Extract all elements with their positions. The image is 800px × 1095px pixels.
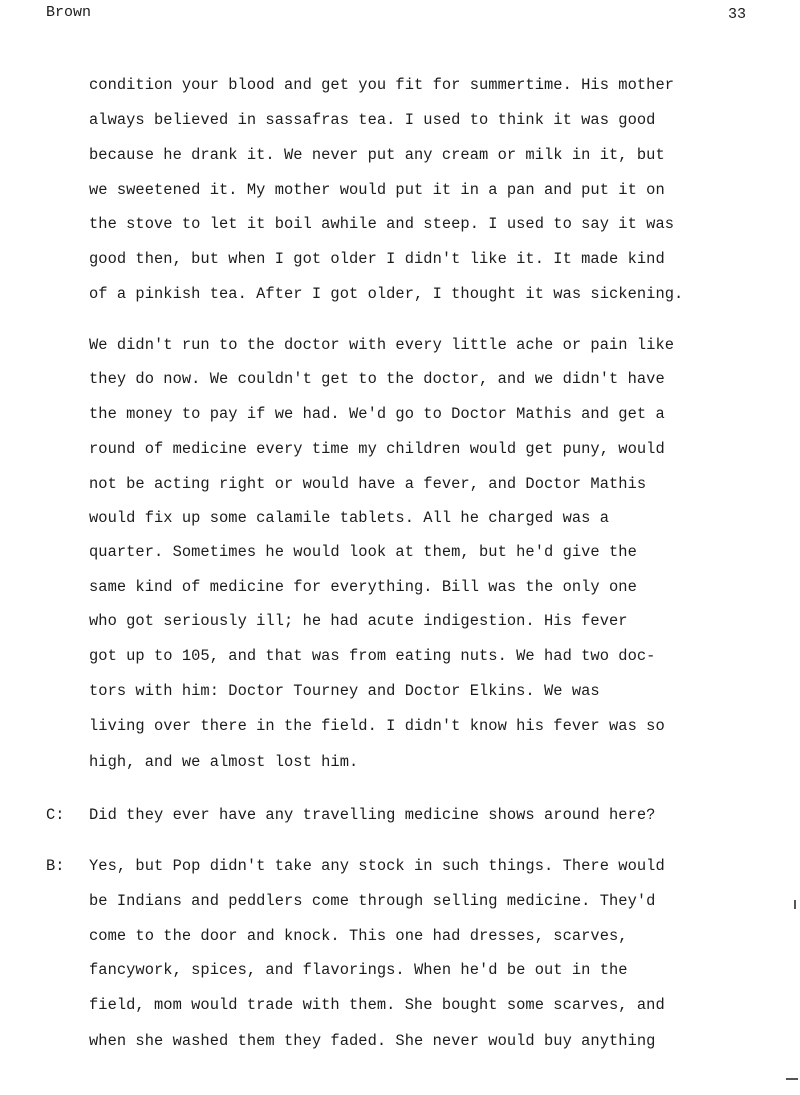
text-line: tors with him: Doctor Tourney and Doctor Elkins. We was <box>89 682 600 700</box>
text-line: Yes, but Pop didn't take any stock in such things. There would <box>89 857 665 875</box>
text-line: field, mom would trade with them. She bought some scarves, and <box>89 996 665 1014</box>
text-line: would fix up some calamile tablets. All he charged was a <box>89 509 610 527</box>
header-name: Brown <box>46 4 92 21</box>
text-line: when she washed them they faded. She never would buy anything <box>89 1032 656 1050</box>
speaker-label: C: <box>46 806 65 824</box>
text-line: We didn't run to the doctor with every little ache or pain like <box>89 336 675 354</box>
text-line: living over there in the field. I didn't know his fever was so <box>89 717 665 735</box>
text-line: come to the door and knock. This one had dresses, scarves, <box>89 927 628 945</box>
text-line: same kind of medicine for everything. Bill was the only one <box>89 578 637 596</box>
scan-mark <box>794 900 796 909</box>
scan-mark <box>786 1078 798 1080</box>
page-number: 33 <box>728 6 747 23</box>
text-line: always believed in sassafras tea. I used to think it was good <box>89 111 656 129</box>
text-line: they do now. We couldn't get to the doctor, and we didn't have <box>89 370 665 388</box>
speaker-label: B: <box>46 857 65 875</box>
text-line: of a pinkish tea. After I got older, I thought it was sickening. <box>89 285 684 303</box>
text-line: condition your blood and get you fit for summertime. His mother <box>89 76 675 94</box>
text-line: Did they ever have any travelling medicine shows around here? <box>89 806 656 824</box>
text-line: good then, but when I got older I didn't like it. It made kind <box>89 250 665 268</box>
text-line: we sweetened it. My mother would put it in a pan and put it on <box>89 181 665 199</box>
text-line: who got seriously ill; he had acute indigestion. His fever <box>89 612 628 630</box>
text-line: be Indians and peddlers come through selling medicine. They'd <box>89 892 656 910</box>
text-line: round of medicine every time my children would get puny, would <box>89 440 665 458</box>
text-line: got up to 105, and that was from eating nuts. We had two doc- <box>89 647 656 665</box>
text-line: not be acting right or would have a fever, and Doctor Mathis <box>89 475 647 493</box>
text-line: because he drank it. We never put any cream or milk in it, but <box>89 146 665 164</box>
text-line: the stove to let it boil awhile and steep. I used to say it was <box>89 215 675 233</box>
text-line: the money to pay if we had. We'd go to Doctor Mathis and get a <box>89 405 665 423</box>
text-line: high, and we almost lost him. <box>89 753 359 771</box>
text-line: quarter. Sometimes he would look at them, but he'd give the <box>89 543 637 561</box>
text-line: fancywork, spices, and flavorings. When he'd be out in the <box>89 961 628 979</box>
